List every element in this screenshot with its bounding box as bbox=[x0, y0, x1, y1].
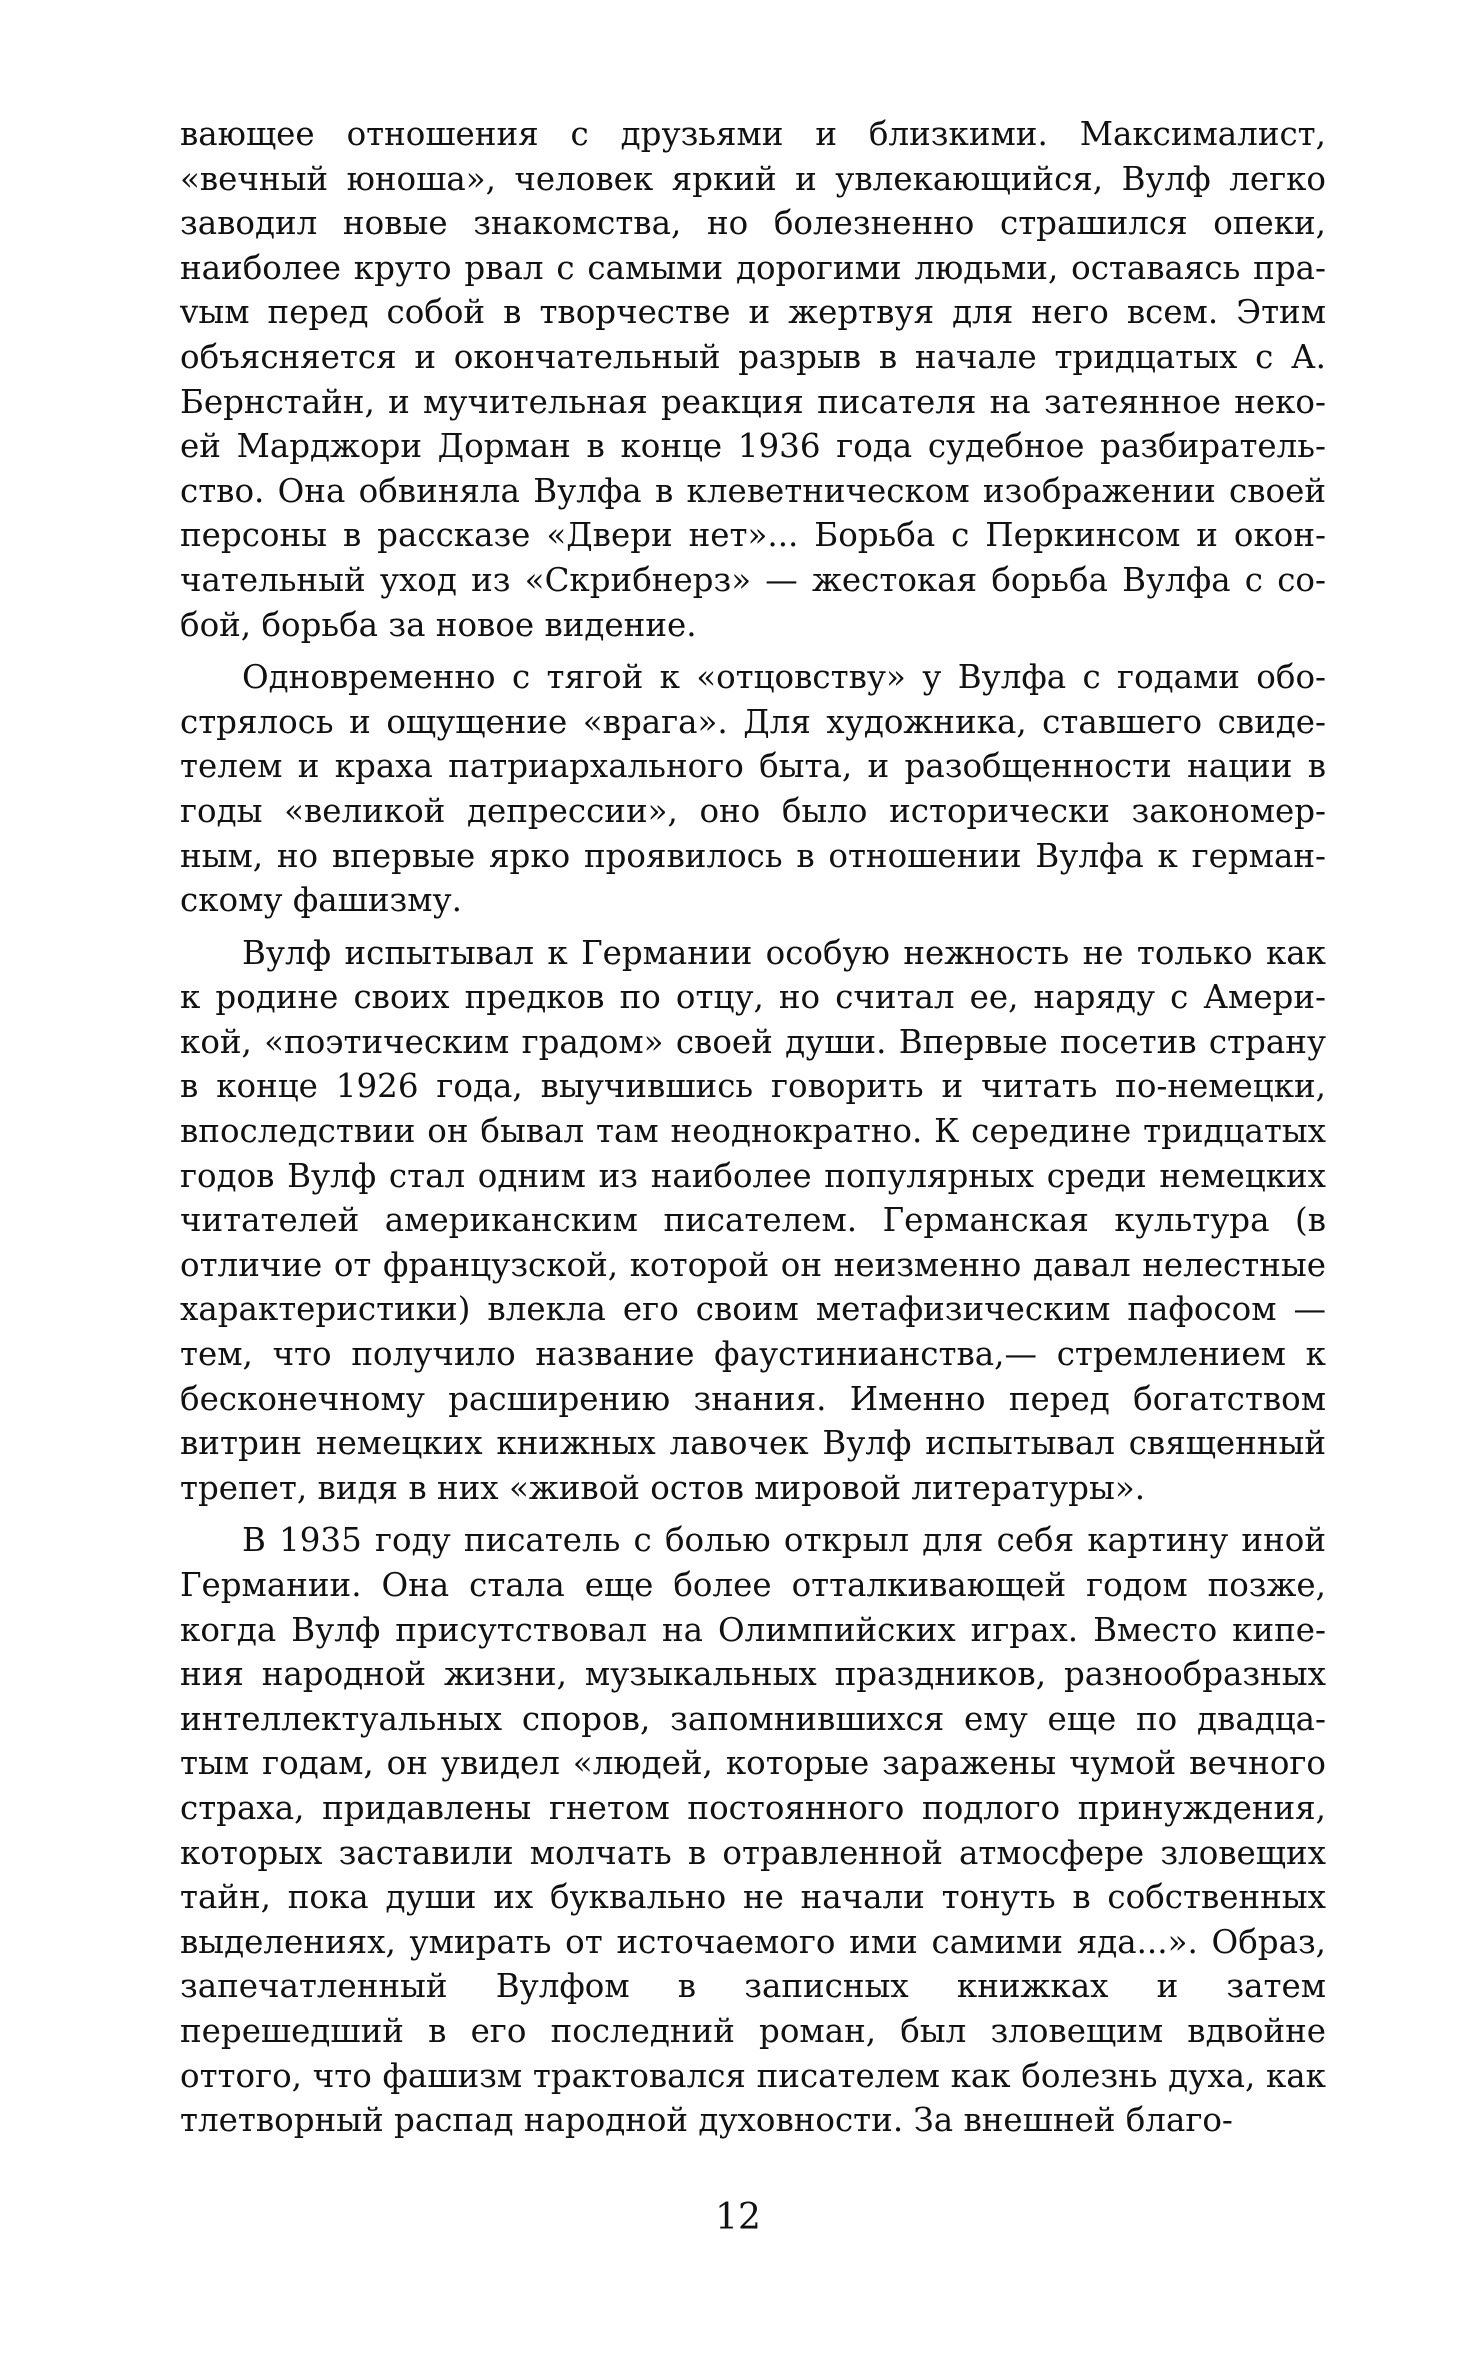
paragraph-continuation: вающее отношения с друзьями и близкими. Максималист, «вечный юноша», человек яркий и увлекающийся, Вулф легко заводил новые знакомства, но болезненно страшился опеки, наиболее круто рвал с самыми дорогими людьми, оставаясь праvым перед собой в творчестве и жертвуя для него всем. Этим объясняется и окончательный разрыв в начале тридцатых с А. Бернстайн, и мучительная реакция писателя на затеянное некоей Марджори Дорман в конце 1936 года судебное разбирательство. Она обвиняла Вулфа в клеветническом изображении своей персоны в рассказе «Двери нет»... Борьба с Перкинсом и окончательный уход из «Скрибнерз» — жестокая борьба Вулфа с собой, борьба за новое видение. bbox=[180, 115, 1326, 644]
paragraph: Одновременно с тягой к «отцовству» у Вулфа с годами обострялось и ощущение «врага». Для художника, ставшего свидетелем и краха патриархального быта, и разобщенности нации в годы «великой депрессии», оно было исторически закономерным, но впервые ярко проявилось в отношении Вулфа к германскому фашизму. bbox=[180, 658, 1326, 920]
body-text bbox=[180, 112, 1326, 2143]
page-number: 12 bbox=[715, 2197, 761, 2238]
paragraph: В 1935 году писатель с болью открыл для себя картину иной Германии. Она стала еще более отталкивающей годом позже, когда Вулф присутствовал на Олимпийских играх. Вместо кипения народной жизни, музыкальных праздников, разнообразных интеллектуальных споров, запомнившихся ему еще по двадцатым годам, он увидел «людей, которые заражены чумой вечного страха, придавлены гнетом постоянного подлого принуждения, которых заставили молчать в отравленной атмосфере зловещих тайн, пока души их буквально не начали тонуть в собственных выделениях, умирать от источаемого ими самими яда...». Образ, запечатленный Вулфом в записных книжках и затем перешедший в его последний роман, был зловещим вдвойне оттого, что фашизм трактовался писателем как болезнь духа, как тлетворный распад народной духовности. За внешней благо- bbox=[180, 1521, 1326, 2140]
paragraph: Вулф испытывал к Германии особую нежность не только как к родине своих предков по отцу, но считал ее, наряду с Америкой, «поэтическим градом» своей души. Впервые посетив страну в конце 1926 года, выучившись говорить и читать по-немецки, впоследствии он бывал там неоднократно. К середине тридцатых годов Вулф стал одним из наиболее популярных среди немецких читателей американским писателем. Германская культура (в отличие от французской, которой он неизменно давал нелестные характеристики) влекла его своим метафизическим пафосом — тем, что получило название фаустинианства,— стремлением к бесконечному расширению знания. Именно перед богатством витрин немецких книжных лавочек Вулф испытывал священный трепет, видя в них «живой остов мировой литературы». bbox=[180, 933, 1326, 1507]
